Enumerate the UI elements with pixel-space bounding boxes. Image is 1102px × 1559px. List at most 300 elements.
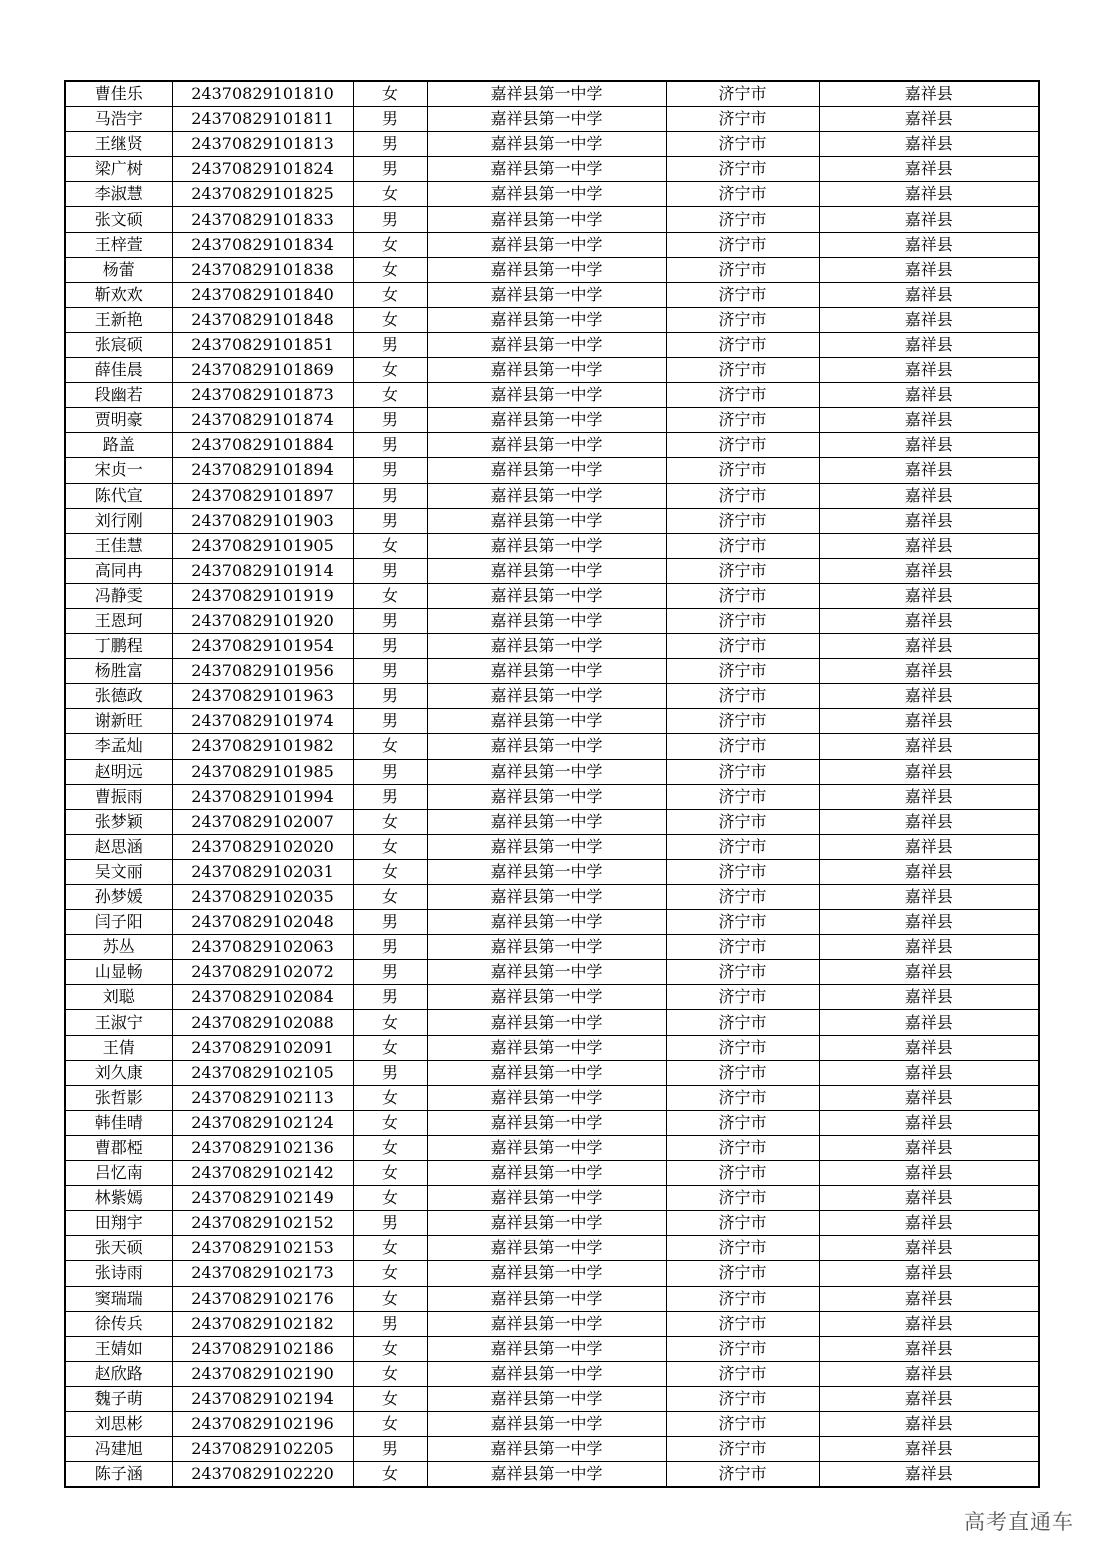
school-cell: 嘉祥县第一中学 [427, 1311, 666, 1336]
county-cell: 嘉祥县 [819, 1411, 1039, 1436]
county-cell: 嘉祥县 [819, 1361, 1039, 1386]
name-cell: 段幽若 [65, 383, 172, 408]
exam-number-cell: 24370829102196 [172, 1411, 353, 1436]
name-cell: 吴文丽 [65, 859, 172, 884]
city-cell: 济宁市 [666, 935, 819, 960]
exam-number-cell: 24370829102176 [172, 1286, 353, 1311]
name-cell: 赵思涵 [65, 834, 172, 859]
name-cell: 王佳慧 [65, 533, 172, 558]
gender-cell: 女 [353, 358, 427, 383]
name-cell: 王婧如 [65, 1336, 172, 1361]
school-cell: 嘉祥县第一中学 [427, 1386, 666, 1411]
county-cell: 嘉祥县 [819, 960, 1039, 985]
exam-number-cell: 24370829101834 [172, 232, 353, 257]
school-cell: 嘉祥县第一中学 [427, 834, 666, 859]
student-table-body [65, 81, 1039, 1487]
name-cell: 冯静雯 [65, 583, 172, 608]
city-cell: 济宁市 [666, 1286, 819, 1311]
gender-cell: 女 [353, 1286, 427, 1311]
gender-cell: 男 [353, 558, 427, 583]
county-cell: 嘉祥县 [819, 1311, 1039, 1336]
school-cell: 嘉祥县第一中学 [427, 885, 666, 910]
city-cell: 济宁市 [666, 583, 819, 608]
city-cell: 济宁市 [666, 81, 819, 107]
school-cell: 嘉祥县第一中学 [427, 1161, 666, 1186]
table-row [65, 1336, 1039, 1361]
name-cell: 山显畅 [65, 960, 172, 985]
gender-cell: 男 [353, 709, 427, 734]
name-cell: 王倩 [65, 1035, 172, 1060]
school-cell: 嘉祥县第一中学 [427, 583, 666, 608]
exam-number-cell: 24370829101833 [172, 207, 353, 232]
exam-number-cell: 24370829102173 [172, 1261, 353, 1286]
name-cell: 张哲影 [65, 1085, 172, 1110]
gender-cell: 女 [353, 583, 427, 608]
table-row [65, 759, 1039, 784]
gender-cell: 男 [353, 634, 427, 659]
name-cell: 陈代宣 [65, 483, 172, 508]
name-cell: 张诗雨 [65, 1261, 172, 1286]
city-cell: 济宁市 [666, 1110, 819, 1135]
county-cell: 嘉祥县 [819, 1236, 1039, 1261]
exam-number-cell: 24370829101873 [172, 383, 353, 408]
city-cell: 济宁市 [666, 1437, 819, 1462]
gender-cell: 男 [353, 483, 427, 508]
school-cell: 嘉祥县第一中学 [427, 81, 666, 107]
city-cell: 济宁市 [666, 960, 819, 985]
gender-cell: 女 [353, 1236, 427, 1261]
gender-cell: 男 [353, 1211, 427, 1236]
county-cell: 嘉祥县 [819, 408, 1039, 433]
city-cell: 济宁市 [666, 558, 819, 583]
table-row [65, 1186, 1039, 1211]
city-cell: 济宁市 [666, 1085, 819, 1110]
county-cell: 嘉祥县 [819, 885, 1039, 910]
county-cell: 嘉祥县 [819, 132, 1039, 157]
gender-cell: 男 [353, 408, 427, 433]
name-cell: 高同冉 [65, 558, 172, 583]
gender-cell: 女 [353, 809, 427, 834]
exam-number-cell: 24370829101811 [172, 107, 353, 132]
city-cell: 济宁市 [666, 985, 819, 1010]
county-cell: 嘉祥县 [819, 784, 1039, 809]
exam-number-cell: 24370829101825 [172, 182, 353, 207]
exam-number-cell: 24370829101840 [172, 282, 353, 307]
exam-number-cell: 24370829102152 [172, 1211, 353, 1236]
school-cell: 嘉祥县第一中学 [427, 1361, 666, 1386]
gender-cell: 男 [353, 458, 427, 483]
county-cell: 嘉祥县 [819, 659, 1039, 684]
name-cell: 张宸硕 [65, 332, 172, 357]
county-cell: 嘉祥县 [819, 734, 1039, 759]
table-row [65, 1236, 1039, 1261]
name-cell: 刘思彬 [65, 1411, 172, 1436]
gender-cell: 女 [353, 1361, 427, 1386]
school-cell: 嘉祥县第一中学 [427, 759, 666, 784]
county-cell: 嘉祥县 [819, 1035, 1039, 1060]
table-row [65, 257, 1039, 282]
name-cell: 谢新旺 [65, 709, 172, 734]
school-cell: 嘉祥县第一中学 [427, 332, 666, 357]
student-table [64, 80, 1040, 1488]
exam-number-cell: 24370829101994 [172, 784, 353, 809]
exam-number-cell: 24370829101920 [172, 608, 353, 633]
city-cell: 济宁市 [666, 483, 819, 508]
table-row [65, 107, 1039, 132]
table-row [65, 408, 1039, 433]
table-row [65, 558, 1039, 583]
county-cell: 嘉祥县 [819, 1135, 1039, 1160]
name-cell: 马浩宇 [65, 107, 172, 132]
school-cell: 嘉祥县第一中学 [427, 257, 666, 282]
school-cell: 嘉祥县第一中学 [427, 1186, 666, 1211]
school-cell: 嘉祥县第一中学 [427, 132, 666, 157]
gender-cell: 女 [353, 1462, 427, 1488]
county-cell: 嘉祥县 [819, 985, 1039, 1010]
name-cell: 闫子阳 [65, 910, 172, 935]
table-row [65, 1311, 1039, 1336]
city-cell: 济宁市 [666, 634, 819, 659]
county-cell: 嘉祥县 [819, 1161, 1039, 1186]
gender-cell: 男 [353, 935, 427, 960]
name-cell: 张德政 [65, 684, 172, 709]
name-cell: 刘聪 [65, 985, 172, 1010]
name-cell: 韩佳晴 [65, 1110, 172, 1135]
table-row [65, 332, 1039, 357]
city-cell: 济宁市 [666, 659, 819, 684]
city-cell: 济宁市 [666, 408, 819, 433]
gender-cell: 男 [353, 608, 427, 633]
table-row [65, 1110, 1039, 1135]
school-cell: 嘉祥县第一中学 [427, 157, 666, 182]
county-cell: 嘉祥县 [819, 257, 1039, 282]
city-cell: 济宁市 [666, 1236, 819, 1261]
name-cell: 赵欣路 [65, 1361, 172, 1386]
city-cell: 济宁市 [666, 232, 819, 257]
school-cell: 嘉祥县第一中学 [427, 358, 666, 383]
table-row [65, 634, 1039, 659]
county-cell: 嘉祥县 [819, 332, 1039, 357]
name-cell: 丁鹏程 [65, 634, 172, 659]
school-cell: 嘉祥县第一中学 [427, 985, 666, 1010]
table-row [65, 483, 1039, 508]
gender-cell: 男 [353, 207, 427, 232]
gender-cell: 男 [353, 684, 427, 709]
exam-number-cell: 24370829102149 [172, 1186, 353, 1211]
name-cell: 徐传兵 [65, 1311, 172, 1336]
county-cell: 嘉祥县 [819, 1110, 1039, 1135]
county-cell: 嘉祥县 [819, 1010, 1039, 1035]
school-cell: 嘉祥县第一中学 [427, 935, 666, 960]
county-cell: 嘉祥县 [819, 608, 1039, 633]
exam-number-cell: 24370829101851 [172, 332, 353, 357]
table-row [65, 985, 1039, 1010]
county-cell: 嘉祥县 [819, 910, 1039, 935]
city-cell: 济宁市 [666, 508, 819, 533]
name-cell: 张天硕 [65, 1236, 172, 1261]
table-row [65, 1386, 1039, 1411]
exam-number-cell: 24370829102153 [172, 1236, 353, 1261]
name-cell: 王恩珂 [65, 608, 172, 633]
exam-number-cell: 24370829101894 [172, 458, 353, 483]
school-cell: 嘉祥县第一中学 [427, 1336, 666, 1361]
exam-number-cell: 24370829102124 [172, 1110, 353, 1135]
table-row [65, 583, 1039, 608]
city-cell: 济宁市 [666, 383, 819, 408]
city-cell: 济宁市 [666, 533, 819, 558]
county-cell: 嘉祥县 [819, 759, 1039, 784]
gender-cell: 男 [353, 784, 427, 809]
gender-cell: 女 [353, 1336, 427, 1361]
exam-number-cell: 24370829102063 [172, 935, 353, 960]
gender-cell: 女 [353, 232, 427, 257]
name-cell: 苏丛 [65, 935, 172, 960]
county-cell: 嘉祥县 [819, 483, 1039, 508]
exam-number-cell: 24370829102136 [172, 1135, 353, 1160]
city-cell: 济宁市 [666, 784, 819, 809]
table-row [65, 1035, 1039, 1060]
city-cell: 济宁市 [666, 132, 819, 157]
exam-number-cell: 24370829101897 [172, 483, 353, 508]
exam-number-cell: 24370829101884 [172, 433, 353, 458]
county-cell: 嘉祥县 [819, 182, 1039, 207]
school-cell: 嘉祥县第一中学 [427, 1085, 666, 1110]
table-row [65, 684, 1039, 709]
county-cell: 嘉祥县 [819, 458, 1039, 483]
school-cell: 嘉祥县第一中学 [427, 408, 666, 433]
table-row [65, 734, 1039, 759]
school-cell: 嘉祥县第一中学 [427, 1261, 666, 1286]
school-cell: 嘉祥县第一中学 [427, 458, 666, 483]
table-row [65, 1286, 1039, 1311]
school-cell: 嘉祥县第一中学 [427, 859, 666, 884]
table-row [65, 910, 1039, 935]
city-cell: 济宁市 [666, 107, 819, 132]
city-cell: 济宁市 [666, 834, 819, 859]
school-cell: 嘉祥县第一中学 [427, 1110, 666, 1135]
gender-cell: 男 [353, 332, 427, 357]
city-cell: 济宁市 [666, 1035, 819, 1060]
city-cell: 济宁市 [666, 207, 819, 232]
exam-number-cell: 24370829102182 [172, 1311, 353, 1336]
city-cell: 济宁市 [666, 759, 819, 784]
name-cell: 王淑宁 [65, 1010, 172, 1035]
gender-cell: 女 [353, 1035, 427, 1060]
gender-cell: 女 [353, 257, 427, 282]
school-cell: 嘉祥县第一中学 [427, 1236, 666, 1261]
school-cell: 嘉祥县第一中学 [427, 1035, 666, 1060]
gender-cell: 男 [353, 960, 427, 985]
gender-cell: 女 [353, 834, 427, 859]
school-cell: 嘉祥县第一中学 [427, 232, 666, 257]
school-cell: 嘉祥县第一中学 [427, 1286, 666, 1311]
name-cell: 王新艳 [65, 307, 172, 332]
county-cell: 嘉祥县 [819, 1462, 1039, 1488]
county-cell: 嘉祥县 [819, 358, 1039, 383]
table-row [65, 132, 1039, 157]
gender-cell: 男 [353, 985, 427, 1010]
school-cell: 嘉祥县第一中学 [427, 1437, 666, 1462]
name-cell: 梁广树 [65, 157, 172, 182]
exam-number-cell: 24370829102105 [172, 1060, 353, 1085]
school-cell: 嘉祥县第一中学 [427, 533, 666, 558]
county-cell: 嘉祥县 [819, 558, 1039, 583]
table-row [65, 232, 1039, 257]
county-cell: 嘉祥县 [819, 834, 1039, 859]
city-cell: 济宁市 [666, 809, 819, 834]
county-cell: 嘉祥县 [819, 583, 1039, 608]
city-cell: 济宁市 [666, 157, 819, 182]
exam-number-cell: 24370829102142 [172, 1161, 353, 1186]
watermark-text: 高考直通车 [964, 1510, 1074, 1534]
county-cell: 嘉祥县 [819, 1336, 1039, 1361]
gender-cell: 女 [353, 1085, 427, 1110]
gender-cell: 女 [353, 1161, 427, 1186]
gender-cell: 男 [353, 1060, 427, 1085]
county-cell: 嘉祥县 [819, 859, 1039, 884]
county-cell: 嘉祥县 [819, 709, 1039, 734]
city-cell: 济宁市 [666, 734, 819, 759]
gender-cell: 男 [353, 433, 427, 458]
exam-number-cell: 24370829101869 [172, 358, 353, 383]
school-cell: 嘉祥县第一中学 [427, 483, 666, 508]
name-cell: 路盖 [65, 433, 172, 458]
city-cell: 济宁市 [666, 1411, 819, 1436]
city-cell: 济宁市 [666, 1060, 819, 1085]
school-cell: 嘉祥县第一中学 [427, 709, 666, 734]
exam-number-cell: 24370829102186 [172, 1336, 353, 1361]
table-row [65, 1085, 1039, 1110]
table-row [65, 885, 1039, 910]
city-cell: 济宁市 [666, 458, 819, 483]
table-row [65, 935, 1039, 960]
county-cell: 嘉祥县 [819, 107, 1039, 132]
table-row [65, 1211, 1039, 1236]
city-cell: 济宁市 [666, 358, 819, 383]
name-cell: 王继贤 [65, 132, 172, 157]
gender-cell: 女 [353, 859, 427, 884]
county-cell: 嘉祥县 [819, 433, 1039, 458]
name-cell: 陈子涵 [65, 1462, 172, 1488]
table-row [65, 81, 1039, 107]
city-cell: 济宁市 [666, 1161, 819, 1186]
exam-number-cell: 24370829101919 [172, 583, 353, 608]
school-cell: 嘉祥县第一中学 [427, 1135, 666, 1160]
gender-cell: 女 [353, 307, 427, 332]
exam-number-cell: 24370829102190 [172, 1361, 353, 1386]
gender-cell: 男 [353, 132, 427, 157]
exam-number-cell: 24370829101974 [172, 709, 353, 734]
table-row [65, 1437, 1039, 1462]
gender-cell: 女 [353, 182, 427, 207]
county-cell: 嘉祥县 [819, 383, 1039, 408]
exam-number-cell: 24370829101824 [172, 157, 353, 182]
gender-cell: 女 [353, 1010, 427, 1035]
name-cell: 魏子萌 [65, 1386, 172, 1411]
name-cell: 薛佳晨 [65, 358, 172, 383]
table-row [65, 1060, 1039, 1085]
exam-number-cell: 24370829101810 [172, 81, 353, 107]
city-cell: 济宁市 [666, 332, 819, 357]
table-row [65, 1010, 1039, 1035]
city-cell: 济宁市 [666, 433, 819, 458]
county-cell: 嘉祥县 [819, 1286, 1039, 1311]
city-cell: 济宁市 [666, 1386, 819, 1411]
table-row [65, 809, 1039, 834]
gender-cell: 女 [353, 282, 427, 307]
table-row [65, 1135, 1039, 1160]
table-row [65, 458, 1039, 483]
county-cell: 嘉祥县 [819, 1437, 1039, 1462]
county-cell: 嘉祥县 [819, 232, 1039, 257]
name-cell: 冯建旭 [65, 1437, 172, 1462]
name-cell: 曹佳乐 [65, 81, 172, 107]
school-cell: 嘉祥县第一中学 [427, 784, 666, 809]
gender-cell: 男 [353, 1437, 427, 1462]
name-cell: 刘久康 [65, 1060, 172, 1085]
name-cell: 张文硕 [65, 207, 172, 232]
table-row [65, 709, 1039, 734]
county-cell: 嘉祥县 [819, 157, 1039, 182]
table-row [65, 358, 1039, 383]
school-cell: 嘉祥县第一中学 [427, 1060, 666, 1085]
name-cell: 杨蕾 [65, 257, 172, 282]
city-cell: 济宁市 [666, 1186, 819, 1211]
exam-number-cell: 24370829102220 [172, 1462, 353, 1488]
name-cell: 贾明豪 [65, 408, 172, 433]
table-row [65, 834, 1039, 859]
table-row [65, 282, 1039, 307]
table-row [65, 1462, 1039, 1488]
gender-cell: 女 [353, 1411, 427, 1436]
school-cell: 嘉祥县第一中学 [427, 960, 666, 985]
table-row [65, 1411, 1039, 1436]
gender-cell: 男 [353, 508, 427, 533]
table-row [65, 508, 1039, 533]
city-cell: 济宁市 [666, 885, 819, 910]
name-cell: 杨胜富 [65, 659, 172, 684]
name-cell: 吕忆南 [65, 1161, 172, 1186]
exam-number-cell: 24370829101963 [172, 684, 353, 709]
city-cell: 济宁市 [666, 282, 819, 307]
exam-number-cell: 24370829101985 [172, 759, 353, 784]
county-cell: 嘉祥县 [819, 207, 1039, 232]
city-cell: 济宁市 [666, 1135, 819, 1160]
table-row [65, 1161, 1039, 1186]
county-cell: 嘉祥县 [819, 533, 1039, 558]
gender-cell: 男 [353, 157, 427, 182]
school-cell: 嘉祥县第一中学 [427, 207, 666, 232]
gender-cell: 女 [353, 1386, 427, 1411]
name-cell: 宋贞一 [65, 458, 172, 483]
name-cell: 李淑慧 [65, 182, 172, 207]
name-cell: 王梓萱 [65, 232, 172, 257]
gender-cell: 男 [353, 910, 427, 935]
name-cell: 张梦颖 [65, 809, 172, 834]
school-cell: 嘉祥县第一中学 [427, 634, 666, 659]
city-cell: 济宁市 [666, 182, 819, 207]
table-row [65, 157, 1039, 182]
table-row [65, 207, 1039, 232]
table-row [65, 960, 1039, 985]
gender-cell: 女 [353, 1110, 427, 1135]
gender-cell: 女 [353, 533, 427, 558]
county-cell: 嘉祥县 [819, 1386, 1039, 1411]
name-cell: 林紫嫣 [65, 1186, 172, 1211]
exam-number-cell: 24370829101874 [172, 408, 353, 433]
exam-number-cell: 24370829102020 [172, 834, 353, 859]
school-cell: 嘉祥县第一中学 [427, 307, 666, 332]
